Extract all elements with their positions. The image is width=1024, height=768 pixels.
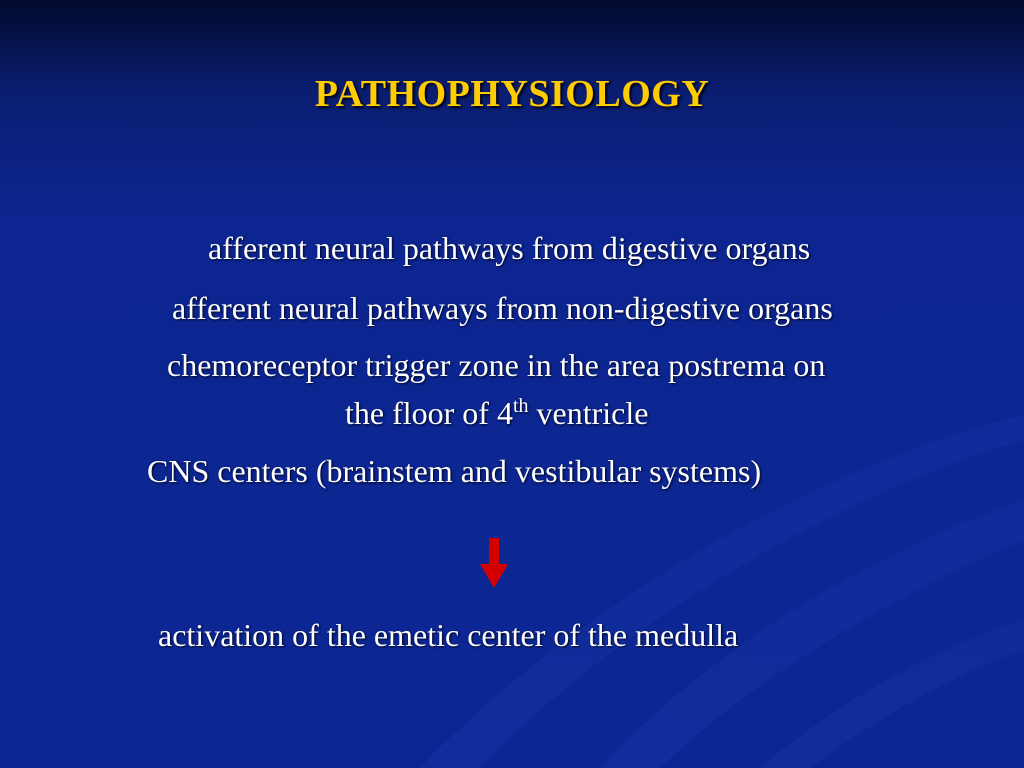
ordinal-superscript: th [512, 395, 529, 417]
item-chemoreceptor: chemoreceptor trigger zone in the area postrema on [167, 347, 826, 383]
floor-line-prefix: the floor of 4 [345, 395, 513, 431]
item-floor-of-ventricle [345, 395, 648, 431]
item-digestive: afferent neural pathways from digestive organs [208, 230, 811, 266]
slide-title: PATHOPHYSIOLOGY [314, 73, 710, 115]
item-non-digestive: afferent neural pathways from non-digestive organs [172, 290, 833, 326]
down-arrow-icon [480, 538, 508, 588]
conclusion-line: activation of the emetic center of the medulla [158, 617, 739, 653]
floor-line-suffix: ventricle [528, 395, 649, 431]
cns-centers-line: CNS centers (brainstem and vestibular systems) [147, 453, 762, 489]
